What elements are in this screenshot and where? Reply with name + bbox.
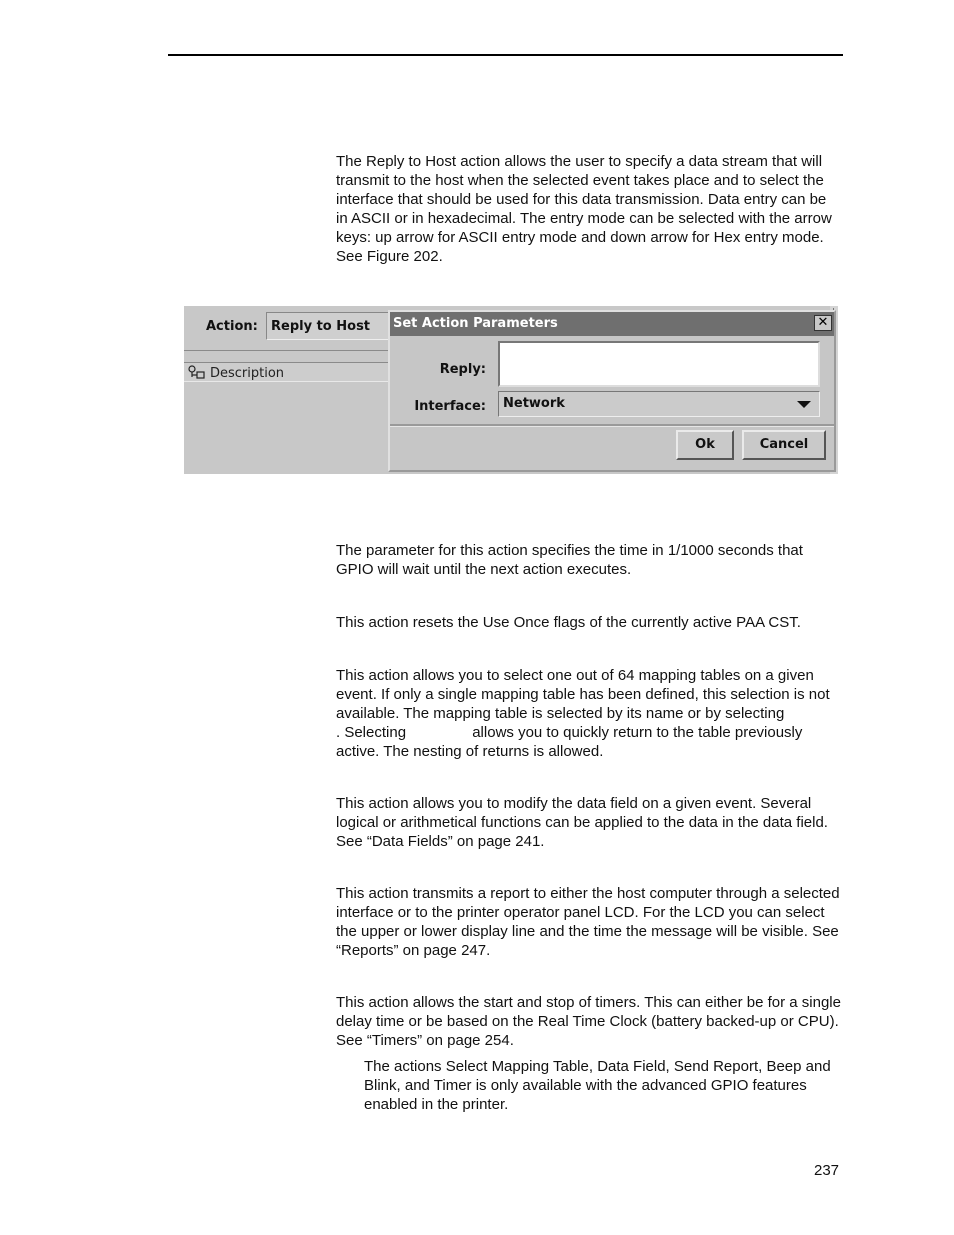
- reset-paragraph: This action resets the Use Once flags of the currently active PAA CST.: [336, 614, 801, 631]
- timer-paragraph: This action allows the start and stop of timers. This can either be for a single delay time or be based on the Real Time Clock (battery backed-up or CPU). See “Timers” on page 254.: [336, 994, 841, 1049]
- set-action-parameters-dialog: [388, 310, 836, 472]
- action-label: Action:: [206, 319, 258, 334]
- cancel-button[interactable]: Cancel: [742, 430, 826, 460]
- dialog-titlebar[interactable]: [390, 312, 834, 336]
- tree-node-icon: [188, 365, 206, 379]
- action-field[interactable]: Reply to Host: [266, 312, 396, 340]
- reply-input[interactable]: [498, 341, 820, 387]
- interface-label: Interface:: [414, 399, 486, 414]
- interface-select[interactable]: [498, 391, 820, 417]
- interface-value: Network: [503, 396, 565, 411]
- description-label: Description: [210, 366, 285, 381]
- dialog-title: Set Action Parameters: [393, 316, 558, 331]
- header-rule: [168, 54, 843, 56]
- delay-paragraph: The parameter for this action specifies the time in 1/1000 seconds that GPIO will wait until the next action executes.: [336, 542, 803, 578]
- mapping-text-2: . Selecting: [336, 724, 407, 741]
- mapping-text-1: This action allows you to select one out of 64 mapping tables on a given event. If only a single mapping table has been defined, this selection is not available. The mapping table is selected by its name or by selecting: [336, 667, 830, 722]
- ok-button[interactable]: Ok: [676, 430, 734, 460]
- figure-202: [184, 306, 838, 474]
- dropdown-arrow-icon[interactable]: [797, 401, 811, 408]
- note-paragraph: The actions Select Mapping Table, Data Field, Send Report, Beep and Blink, and Timer is only available with the advanced GPIO features enabled in the printer.: [364, 1058, 831, 1113]
- mapping-paragraph: [336, 666, 842, 761]
- report-paragraph: This action transmits a report to either the host computer through a selected interface or to the printer operator panel LCD. For the LCD you can select the upper or lower display line and the time the message will be visible. See “Reports” on page 247.: [336, 885, 840, 959]
- reply-label: Reply:: [439, 362, 486, 377]
- mapping-text-3: allows you to quickly return to the table previously active. The nesting of returns is allowed.: [336, 724, 803, 760]
- page-number: 237: [814, 1162, 840, 1179]
- close-icon[interactable]: ✕: [814, 315, 832, 331]
- description-header: [184, 362, 390, 382]
- dialog-divider: [390, 424, 834, 427]
- datafield-paragraph: This action allows you to modify the data field on a given event. Several logical or arithmetical functions can be applied to the data in the data field. See “Data Fields” on page 241.: [336, 795, 828, 850]
- intro-paragraph: The Reply to Host action allows the user to specify a data stream that will transmit to the host when the selected event takes place and to select the interface that should be used for this data transmission. Data entry can be in ASCII or in hexadecimal. The entry mode can be selected with the arrow keys: up arrow for ASCII entry mode and down arrow for Hex entry mode. See Figure 202.: [336, 153, 832, 265]
- panel-separator: [184, 350, 390, 351]
